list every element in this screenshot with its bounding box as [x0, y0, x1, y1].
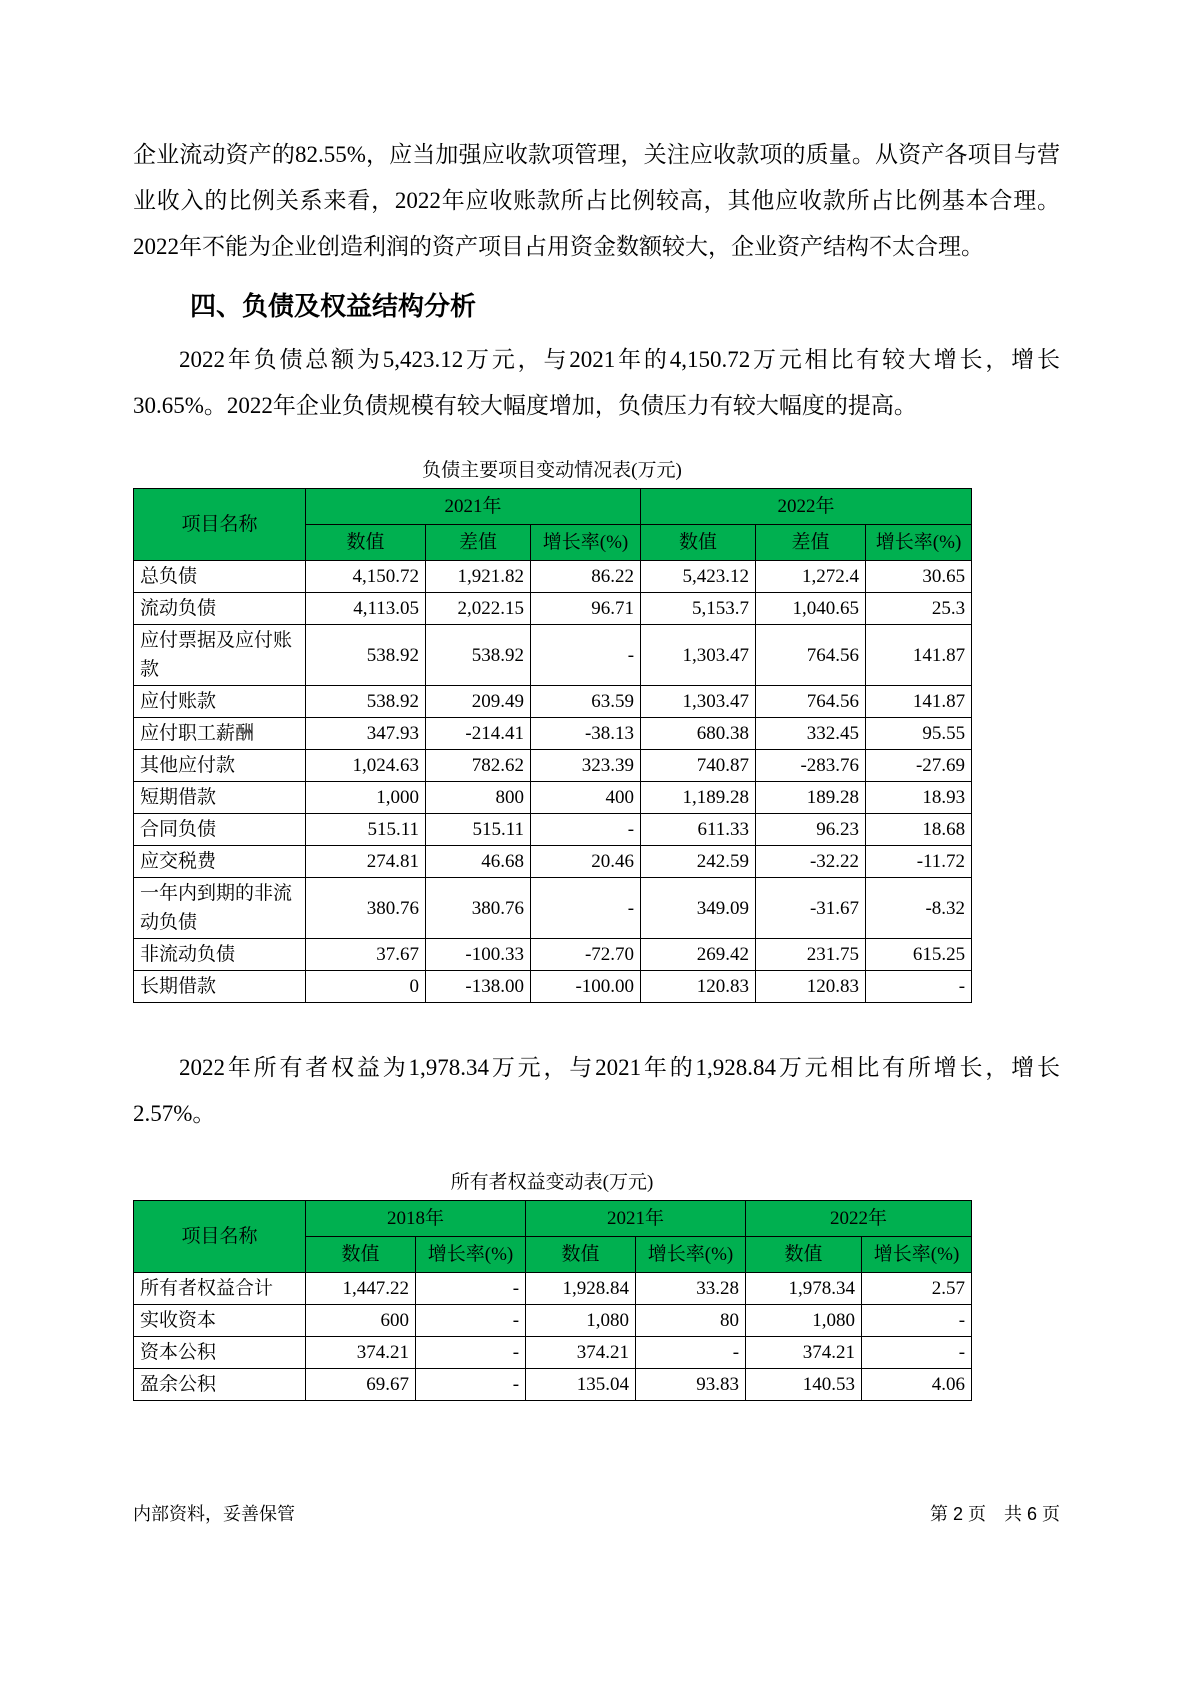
cell-value: -31.67 [756, 878, 866, 939]
cell-value: 538.92 [306, 686, 426, 718]
cell-value: 20.46 [531, 846, 641, 878]
cell-value: 2,022.15 [426, 593, 531, 625]
cell-value: 69.67 [306, 1369, 416, 1401]
footer-page-number: 第 2 页 共 6 页 [929, 1504, 1060, 1524]
table-row [134, 1369, 972, 1401]
cell-value: 5,423.12 [641, 561, 756, 593]
row-label: 应付账款 [134, 686, 306, 718]
item-name-header: 项目名称 [134, 1201, 306, 1273]
cell-value: 269.42 [641, 939, 756, 971]
sub-header-diff: 差值 [756, 525, 866, 561]
cell-value: 1,024.63 [306, 750, 426, 782]
cell-value: 209.49 [426, 686, 531, 718]
year-group-header-2022: 2022年 [746, 1201, 972, 1237]
cell-value: 33.28 [636, 1273, 746, 1305]
liability-table-body [134, 561, 972, 1003]
footer-confidential-note: 内部资料，妥善保管 [133, 1504, 295, 1524]
cell-value: 323.39 [531, 750, 641, 782]
cell-value: 18.68 [866, 814, 972, 846]
year-group-header-2022: 2022年 [641, 489, 972, 525]
cell-value: 1,303.47 [641, 625, 756, 686]
cell-value: 18.93 [866, 782, 972, 814]
table-row [134, 782, 972, 814]
paragraph-asset-analysis: 企业流动资产的82.55%，应当加强应收款项管理，关注应收款项的质量。从资产各项目与营业收入的比例关系来看，2022年应收账款所占比例较高，其他应收款所占比例基本合理。2022年不能为企业创造利润的资产项目占用资金数额较大，企业资产结构不太合理。 [133, 142, 1060, 259]
cell-value: -72.70 [531, 939, 641, 971]
cell-value: 141.87 [866, 686, 972, 718]
cell-value: 515.11 [426, 814, 531, 846]
cell-value: 4,150.72 [306, 561, 426, 593]
table-row [134, 814, 972, 846]
cell-value: 1,040.65 [756, 593, 866, 625]
cell-value: 96.23 [756, 814, 866, 846]
cell-value: -32.22 [756, 846, 866, 878]
table-row [134, 593, 972, 625]
row-label: 非流动负债 [134, 939, 306, 971]
row-label: 其他应付款 [134, 750, 306, 782]
sub-header-value: 数值 [746, 1237, 862, 1273]
cell-value: 538.92 [426, 625, 531, 686]
cell-value: 349.09 [641, 878, 756, 939]
sub-header-growth: 增长率(%) [862, 1237, 972, 1273]
cell-value: 93.83 [636, 1369, 746, 1401]
sub-header-value: 数值 [306, 1237, 416, 1273]
cell-value: 740.87 [641, 750, 756, 782]
cell-value: -27.69 [866, 750, 972, 782]
cell-value: - [531, 625, 641, 686]
cell-value: 96.71 [531, 593, 641, 625]
row-label: 一年内到期的非流动负债 [134, 878, 306, 939]
cell-value: -8.32 [866, 878, 972, 939]
item-name-header: 项目名称 [134, 489, 306, 561]
cell-value: - [416, 1337, 526, 1369]
cell-value: 515.11 [306, 814, 426, 846]
cell-value: 764.56 [756, 625, 866, 686]
cell-value: -214.41 [426, 718, 531, 750]
cell-value: 782.62 [426, 750, 531, 782]
cell-value: -11.72 [866, 846, 972, 878]
cell-value: 380.76 [426, 878, 531, 939]
cell-value: 1,928.84 [526, 1273, 636, 1305]
cell-value: 37.67 [306, 939, 426, 971]
cell-value: -100.00 [531, 971, 641, 1003]
cell-value: 400 [531, 782, 641, 814]
cell-value: - [416, 1369, 526, 1401]
year-group-header-2018: 2018年 [306, 1201, 526, 1237]
cell-value: 380.76 [306, 878, 426, 939]
cell-value: 374.21 [306, 1337, 416, 1369]
cell-value: 86.22 [531, 561, 641, 593]
cell-value: - [862, 1305, 972, 1337]
row-label: 实收资本 [134, 1305, 306, 1337]
table-row [134, 846, 972, 878]
cell-value: 680.38 [641, 718, 756, 750]
liability-table-title: 负债主要项目变动情况表(万元) [422, 460, 682, 481]
cell-value: 242.59 [641, 846, 756, 878]
equity-table-title: 所有者权益变动表(万元) [450, 1172, 654, 1193]
liability-change-table [133, 488, 972, 1003]
cell-value: 135.04 [526, 1369, 636, 1401]
year-group-header-2021: 2021年 [306, 489, 641, 525]
cell-value: 764.56 [756, 686, 866, 718]
cell-value: 800 [426, 782, 531, 814]
cell-value: 374.21 [746, 1337, 862, 1369]
cell-value: 120.83 [641, 971, 756, 1003]
section-heading-liability-equity: 四、负债及权益结构分析 [190, 291, 477, 321]
cell-value: 4,113.05 [306, 593, 426, 625]
cell-value: 332.45 [756, 718, 866, 750]
cell-value: 25.3 [866, 593, 972, 625]
cell-value: 274.81 [306, 846, 426, 878]
sub-header-growth: 增长率(%) [531, 525, 641, 561]
cell-value: 80 [636, 1305, 746, 1337]
cell-value: 1,303.47 [641, 686, 756, 718]
cell-value: -138.00 [426, 971, 531, 1003]
equity-change-table [133, 1200, 972, 1401]
cell-value: - [416, 1305, 526, 1337]
paragraph-debt-summary: 2022年负债总额为5,423.12万元，与2021年的4,150.72万元相比有较大增长，增长30.65%。2022年企业负债规模有较大幅度增加，负债压力有较大幅度的提高。 [133, 347, 1060, 418]
cell-value: 120.83 [756, 971, 866, 1003]
equity-table-header [134, 1201, 972, 1273]
cell-value: 63.59 [531, 686, 641, 718]
cell-value: 189.28 [756, 782, 866, 814]
table-row [134, 878, 972, 939]
row-label: 所有者权益合计 [134, 1273, 306, 1305]
year-group-header-2021: 2021年 [526, 1201, 746, 1237]
table-row [134, 939, 972, 971]
table-row [134, 750, 972, 782]
cell-value: 347.93 [306, 718, 426, 750]
cell-value: 5,153.7 [641, 593, 756, 625]
page-footer [133, 1500, 1060, 1526]
sub-header-value: 数值 [306, 525, 426, 561]
cell-value: 231.75 [756, 939, 866, 971]
row-label: 应付职工薪酬 [134, 718, 306, 750]
cell-value: 538.92 [306, 625, 426, 686]
cell-value: 1,921.82 [426, 561, 531, 593]
table-row [134, 686, 972, 718]
cell-value: 95.55 [866, 718, 972, 750]
row-label: 总负债 [134, 561, 306, 593]
table-row [134, 625, 972, 686]
sub-header-growth: 增长率(%) [416, 1237, 526, 1273]
liability-table-header [134, 489, 972, 561]
cell-value: 46.68 [426, 846, 531, 878]
cell-value: 1,189.28 [641, 782, 756, 814]
cell-value: - [636, 1337, 746, 1369]
sub-header-growth: 增长率(%) [636, 1237, 746, 1273]
cell-value: 0 [306, 971, 426, 1003]
sub-header-value: 数值 [526, 1237, 636, 1273]
equity-table-body [134, 1273, 972, 1401]
cell-value: 1,447.22 [306, 1273, 416, 1305]
cell-value: - [531, 814, 641, 846]
cell-value: 1,978.34 [746, 1273, 862, 1305]
cell-value: 1,080 [746, 1305, 862, 1337]
cell-value: 4.06 [862, 1369, 972, 1401]
cell-value: 1,080 [526, 1305, 636, 1337]
table-row [134, 561, 972, 593]
cell-value: 374.21 [526, 1337, 636, 1369]
cell-value: -283.76 [756, 750, 866, 782]
cell-value: -38.13 [531, 718, 641, 750]
cell-value: - [531, 878, 641, 939]
cell-value: - [862, 1337, 972, 1369]
cell-value: 611.33 [641, 814, 756, 846]
row-label: 短期借款 [134, 782, 306, 814]
cell-value: 1,272.4 [756, 561, 866, 593]
cell-value: 615.25 [866, 939, 972, 971]
row-label: 盈余公积 [134, 1369, 306, 1401]
cell-value: 600 [306, 1305, 416, 1337]
row-label: 应付票据及应付账款 [134, 625, 306, 686]
cell-value: 141.87 [866, 625, 972, 686]
row-label: 资本公积 [134, 1337, 306, 1369]
cell-value: 30.65 [866, 561, 972, 593]
row-label: 长期借款 [134, 971, 306, 1003]
cell-value: 2.57 [862, 1273, 972, 1305]
cell-value: 1,000 [306, 782, 426, 814]
table-row [134, 1337, 972, 1369]
table-row [134, 718, 972, 750]
cell-value: - [416, 1273, 526, 1305]
row-label: 合同负债 [134, 814, 306, 846]
cell-value: 140.53 [746, 1369, 862, 1401]
paragraph-equity-summary: 2022年所有者权益为1,978.34万元，与2021年的1,928.84万元相比有所增长，增长2.57%。 [133, 1055, 1060, 1126]
table-row [134, 1273, 972, 1305]
cell-value: -100.33 [426, 939, 531, 971]
cell-value: - [866, 971, 972, 1003]
row-label: 流动负债 [134, 593, 306, 625]
sub-header-diff: 差值 [426, 525, 531, 561]
table-row [134, 1305, 972, 1337]
sub-header-value: 数值 [641, 525, 756, 561]
sub-header-growth: 增长率(%) [866, 525, 972, 561]
row-label: 应交税费 [134, 846, 306, 878]
table-row [134, 971, 972, 1003]
